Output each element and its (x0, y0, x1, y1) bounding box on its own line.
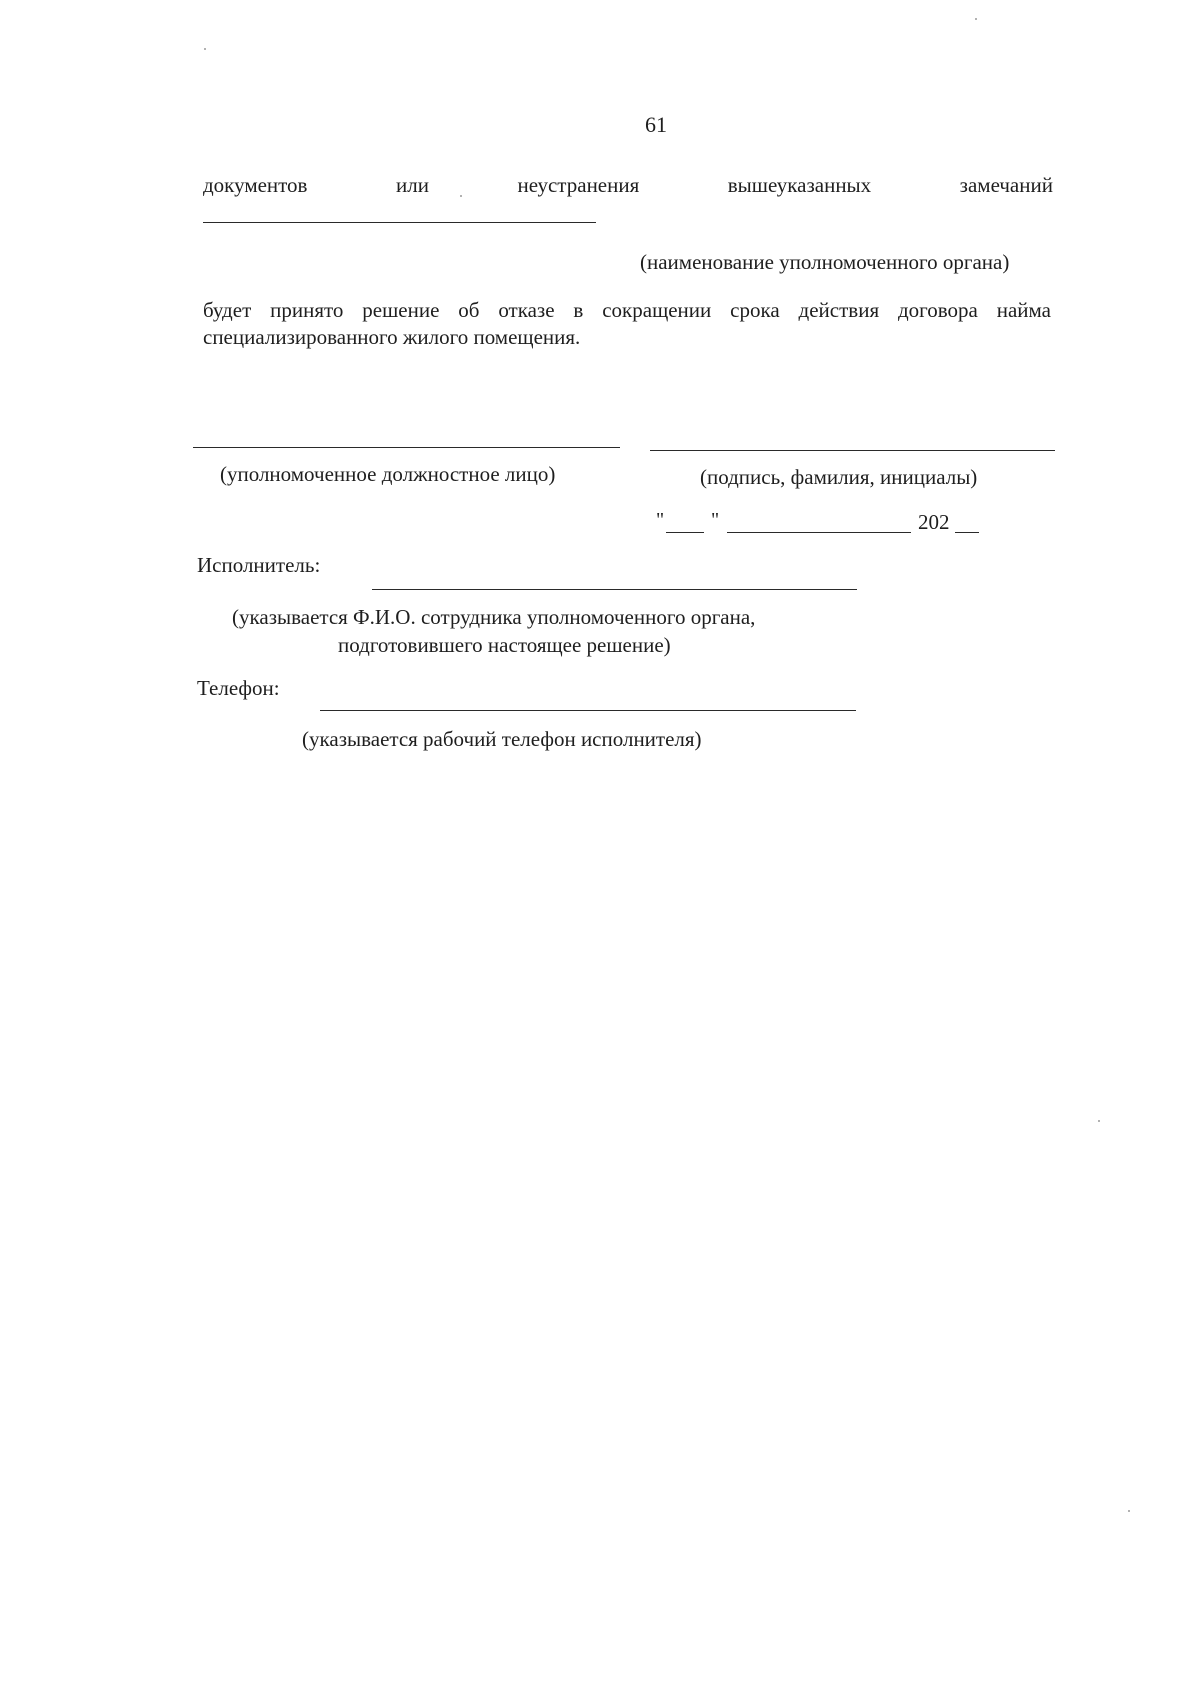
scan-speck (1128, 1510, 1130, 1512)
phone-blank-line[interactable] (320, 710, 856, 711)
intro-word: документов (203, 173, 308, 197)
intro-line (203, 173, 1053, 198)
scan-speck (1098, 1120, 1100, 1122)
intro-word: замечаний (959, 173, 1053, 197)
executor-blank-line[interactable] (372, 589, 857, 590)
decision-line-1: будет принято решение об отказе в сокращении срока действия договора найма (203, 298, 1051, 322)
date-quote-open: " (656, 509, 665, 531)
decision-line-2: специализированного жилого помещения. (203, 325, 581, 349)
signature-blank-line[interactable] (650, 450, 1055, 451)
date-month-blank[interactable] (727, 532, 911, 533)
executor-caption-line-1: (указывается Ф.И.О. сотрудника уполномоченного органа, (232, 605, 756, 629)
phone-label: Телефон: (197, 676, 280, 700)
scan-speck (975, 18, 977, 20)
intro-word: или (395, 173, 429, 197)
executor-label: Исполнитель: (197, 553, 321, 577)
date-year-prefix: 202 (918, 510, 950, 534)
decision-paragraph (203, 297, 1051, 351)
scan-speck (204, 48, 206, 50)
official-blank-line[interactable] (193, 447, 620, 448)
authority-caption: (наименование уполномоченного органа) (640, 250, 1010, 274)
phone-caption: (указывается рабочий телефон исполнителя) (302, 727, 702, 751)
intro-word: неустранения (517, 173, 640, 197)
authority-blank-line[interactable] (203, 222, 596, 223)
official-caption: (уполномоченное должностное лицо) (220, 462, 556, 486)
date-quote-close: " (711, 509, 720, 531)
date-year-blank[interactable] (955, 532, 979, 533)
page-number: 61 (645, 112, 667, 137)
signature-caption: (подпись, фамилия, инициалы) (700, 465, 978, 489)
executor-caption-line-2: подготовившего настоящее решение) (338, 633, 671, 657)
intro-word: вышеуказанных (727, 173, 872, 197)
date-day-blank[interactable] (666, 532, 704, 533)
